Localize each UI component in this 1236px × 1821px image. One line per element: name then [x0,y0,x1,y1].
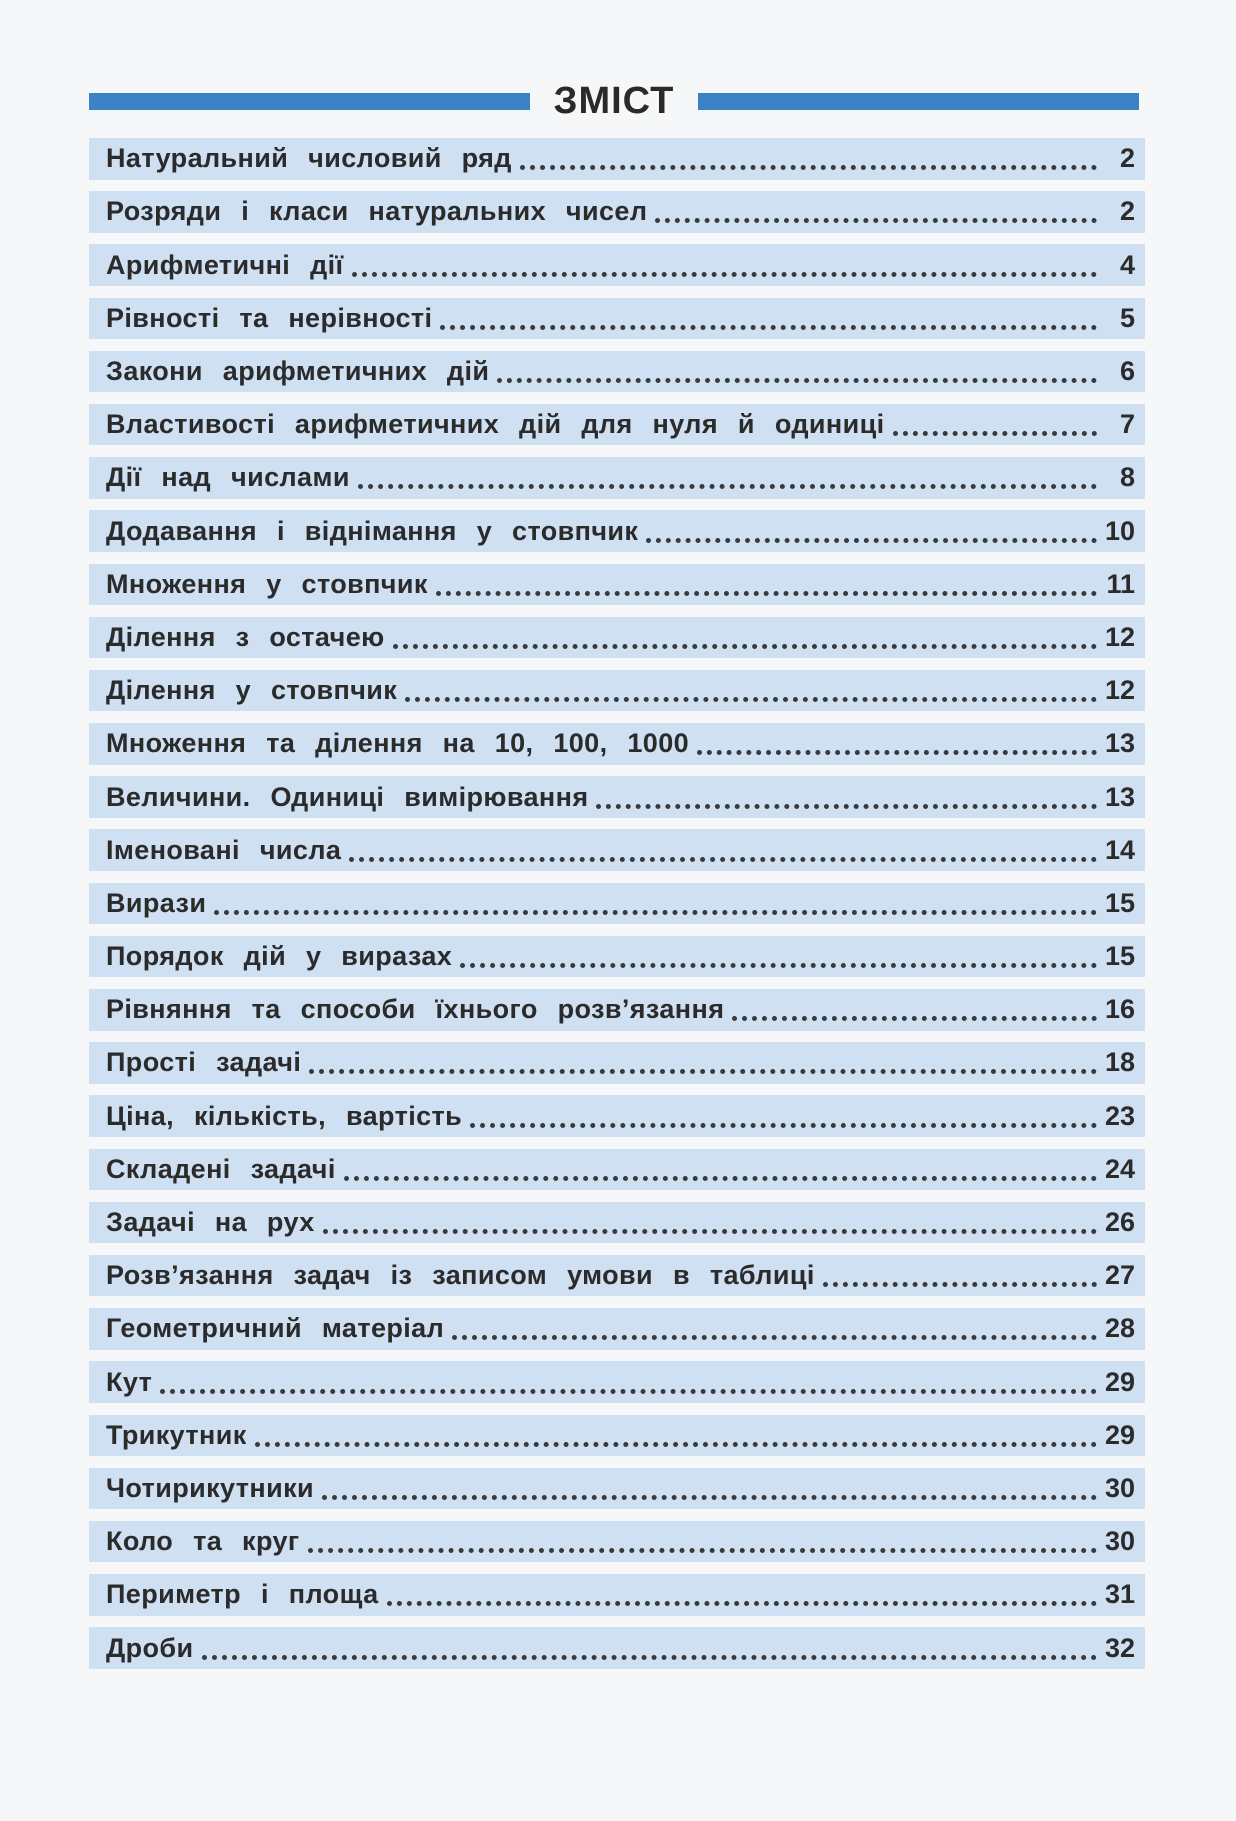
toc-entry-page-number: 7 [1119,409,1135,440]
dot-leader [387,1601,1097,1606]
page-title: ЗМІСТ [553,80,675,122]
toc-entry[interactable] [89,138,1145,180]
dot-leader [323,1229,1097,1234]
toc-entry[interactable] [89,670,1145,712]
dot-leader [160,1389,1097,1394]
toc-entry-page-number: 13 [1104,728,1135,759]
toc-entry-page-number: 30 [1104,1526,1135,1557]
toc-entry-page-number: 6 [1119,356,1135,386]
toc-entry-page-number: 14 [1104,834,1135,865]
dot-leader [309,1069,1097,1074]
toc-entry[interactable] [89,1149,1145,1191]
dot-leader [436,591,1097,596]
toc-entry-page-number: 29 [1104,1366,1135,1397]
toc-entry-label: Множення та ділення на 10, 100, 1000 [106,728,690,759]
toc-entry[interactable] [89,1095,1145,1137]
dot-leader [255,1442,1097,1447]
toc-entry[interactable] [89,829,1145,871]
toc-entry-label: Розряди і класи натуральних чисел [106,196,648,227]
toc-entry-label: Складені задачі [106,1153,336,1184]
toc-entry[interactable] [89,989,1145,1031]
toc-entry[interactable] [89,564,1145,606]
toc-entry-page-number: 8 [1119,462,1135,493]
dot-leader [893,431,1098,436]
toc-entry-label: Порядок дій у виразах [106,941,453,972]
toc-entry[interactable] [89,1255,1145,1297]
toc-entry-label: Дії над числами [106,462,350,493]
dot-leader [349,857,1097,862]
dot-leader [460,963,1097,968]
toc-entry-page-number: 32 [1104,1632,1135,1663]
toc-entry[interactable] [89,1361,1145,1403]
toc-entry[interactable] [89,1308,1145,1350]
toc-entry-label: Властивості арифметичних дій для нуля й одиниці [106,409,885,440]
dot-leader [655,218,1097,223]
dot-leader [697,750,1097,755]
toc-entry-page-number: 15 [1104,887,1135,918]
toc-entry-label: Величини. Одиниці вимірювання [106,781,589,812]
toc-entry-page-number: 5 [1119,302,1135,333]
title-bar-left [89,93,530,110]
toc-entry[interactable] [89,1202,1145,1244]
dot-leader [520,165,1097,170]
dot-leader [452,1335,1097,1340]
toc-entry-label: Задачі на рух [106,1207,315,1237]
toc-entry-label: Арифметичні дії [106,249,344,280]
toc-entry-label: Коло та круг [106,1526,300,1557]
toc-entry[interactable] [89,244,1145,286]
dot-leader [823,1282,1097,1287]
toc-entry-page-number: 11 [1106,568,1135,599]
toc-entry-page-number: 30 [1104,1472,1135,1503]
toc-entry-label: Закони арифметичних дій [106,356,490,386]
dot-leader [646,538,1097,543]
dot-leader [308,1548,1097,1553]
toc-entry-label: Вирази [106,887,207,918]
toc-entry[interactable] [89,191,1145,233]
toc-entry[interactable] [89,1627,1145,1669]
toc-entry[interactable] [89,404,1145,446]
toc-entry-label: Рівності та нерівності [106,302,433,333]
table-of-contents [89,138,1145,1680]
toc-entry[interactable] [89,457,1145,499]
dot-leader [352,272,1097,277]
toc-entry-label: Чотирикутники [106,1472,315,1503]
toc-entry[interactable] [89,1468,1145,1510]
toc-entry-page-number: 10 [1104,515,1135,546]
dot-leader [596,804,1096,809]
toc-entry-label: Ціна, кількість, вартість [106,1100,463,1131]
toc-entry-label: Периметр і площа [106,1579,379,1610]
toc-entry-label: Ділення з остачею [106,621,385,652]
toc-entry-page-number: 2 [1119,143,1135,174]
title-row [89,76,1139,126]
toc-entry-page-number: 4 [1119,249,1135,280]
dot-leader [202,1655,1097,1660]
toc-entry[interactable] [89,617,1145,659]
toc-entry-label: Додавання і віднімання у стовпчик [106,515,639,546]
dot-leader [393,644,1097,649]
toc-entry[interactable] [89,1415,1145,1457]
dot-leader [344,1176,1097,1181]
toc-entry-page-number: 29 [1104,1419,1135,1450]
toc-entry-label: Дроби [106,1632,194,1663]
dot-leader [440,325,1097,330]
toc-entry[interactable] [89,723,1145,765]
toc-entry-page-number: 23 [1104,1100,1135,1131]
dot-leader [322,1495,1097,1500]
toc-entry-page-number: 12 [1104,621,1135,652]
toc-entry-label: Кут [106,1366,153,1397]
toc-entry-label: Геометричний матеріал [106,1313,445,1344]
toc-entry[interactable] [89,1521,1145,1563]
toc-entry-page-number: 13 [1104,781,1135,812]
toc-entry[interactable] [89,1574,1145,1616]
dot-leader [497,378,1097,383]
toc-entry-page-number: 24 [1104,1153,1135,1184]
toc-entry-page-number: 28 [1104,1313,1135,1344]
toc-entry-label: Прості задачі [106,1047,302,1078]
toc-entry-page-number: 27 [1104,1260,1135,1291]
toc-entry-page-number: 15 [1104,941,1135,972]
dot-leader [214,910,1097,915]
dot-leader [732,1016,1097,1021]
title-bar-right [698,93,1139,110]
toc-entry-page-number: 26 [1104,1207,1135,1237]
toc-entry-label: Ділення у стовпчик [106,675,398,706]
toc-entry[interactable] [89,776,1145,818]
dot-leader [470,1123,1097,1128]
toc-entry-page-number: 2 [1119,196,1135,227]
toc-entry[interactable] [89,298,1145,340]
toc-entry-page-number: 16 [1104,994,1135,1025]
dot-leader [405,697,1097,702]
toc-entry[interactable] [89,510,1145,552]
toc-entry[interactable] [89,883,1145,925]
toc-entry-page-number: 12 [1104,675,1135,706]
toc-entry-label: Трикутник [106,1419,247,1450]
toc-entry-page-number: 31 [1104,1579,1135,1610]
toc-entry-label: Натуральний числовий ряд [106,143,512,174]
toc-entry-label: Рівняння та способи їхнього розв’язання [106,994,725,1025]
toc-entry-label: Розв’язання задач із записом умови в таблиці [106,1260,815,1291]
toc-entry-page-number: 18 [1104,1047,1135,1078]
toc-entry[interactable] [89,1042,1145,1084]
toc-entry-label: Іменовані числа [106,834,342,865]
toc-entry[interactable] [89,936,1145,978]
toc-entry-label: Множення у стовпчик [106,568,428,599]
toc-entry[interactable] [89,351,1145,393]
dot-leader [358,484,1097,489]
